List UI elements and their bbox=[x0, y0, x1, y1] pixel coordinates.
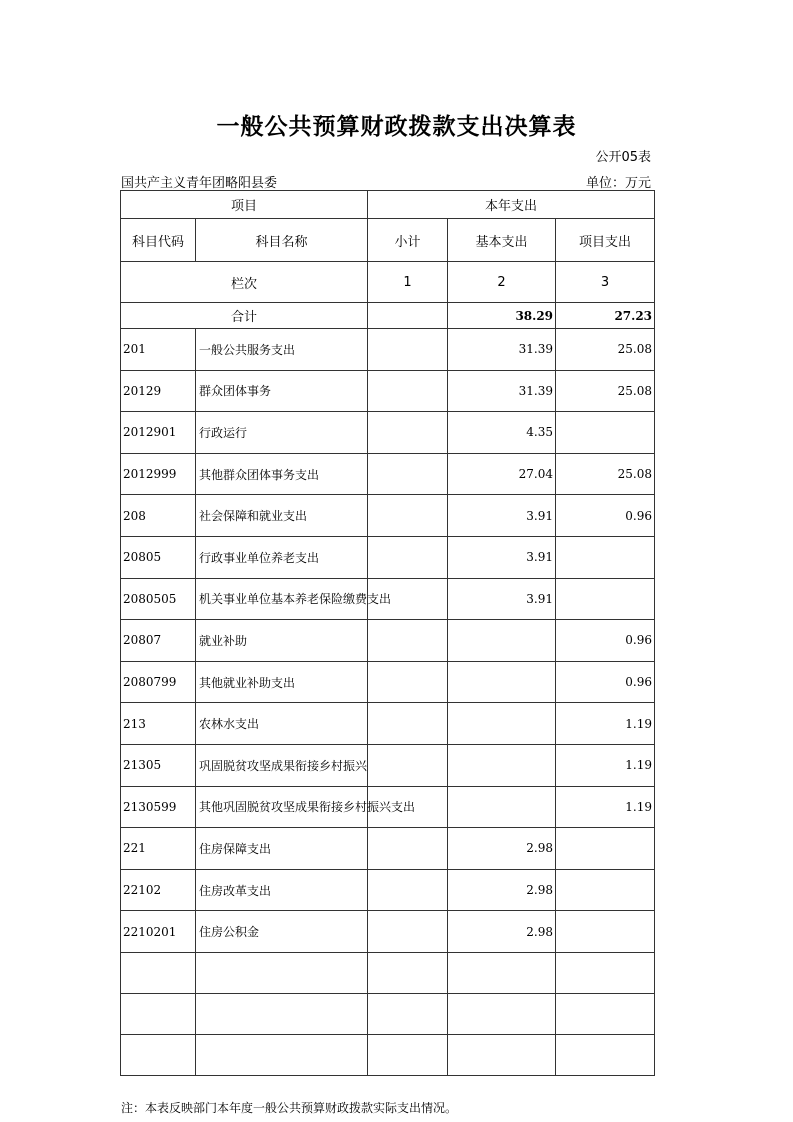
row-basic bbox=[448, 744, 556, 786]
row-name: 社会保障和就业支出 bbox=[196, 495, 368, 537]
row-code bbox=[121, 1034, 196, 1075]
row-subtotal bbox=[368, 495, 448, 537]
row-code: 20807 bbox=[121, 620, 196, 662]
row-basic bbox=[448, 620, 556, 662]
row-subtotal bbox=[368, 1034, 448, 1075]
row-subtotal bbox=[368, 412, 448, 454]
row-name bbox=[196, 1034, 368, 1075]
row-basic: 2.98 bbox=[448, 828, 556, 870]
row-name: 群众团体事务 bbox=[196, 370, 368, 412]
row-subtotal bbox=[368, 661, 448, 703]
total-subtotal bbox=[368, 303, 448, 329]
table-row bbox=[121, 495, 655, 537]
row-basic: 3.91 bbox=[448, 536, 556, 578]
row-code: 2012901 bbox=[121, 412, 196, 454]
header-name: 科目名称 bbox=[196, 219, 368, 262]
table-row bbox=[121, 578, 655, 620]
row-project: 0.96 bbox=[556, 661, 655, 703]
row-name: 机关事业单位基本养老保险缴费支出 bbox=[196, 578, 368, 620]
row-subtotal bbox=[368, 993, 448, 1034]
row-project bbox=[556, 536, 655, 578]
row-basic: 3.91 bbox=[448, 578, 556, 620]
row-code: 213 bbox=[121, 703, 196, 745]
row-name: 行政事业单位养老支出 bbox=[196, 536, 368, 578]
row-code: 21305 bbox=[121, 744, 196, 786]
row-code: 20805 bbox=[121, 536, 196, 578]
row-name: 一般公共服务支出 bbox=[196, 329, 368, 371]
header-basic: 基本支出 bbox=[448, 219, 556, 262]
row-basic bbox=[448, 661, 556, 703]
row-code: 2080799 bbox=[121, 661, 196, 703]
row-subtotal bbox=[368, 620, 448, 662]
row-basic: 3.91 bbox=[448, 495, 556, 537]
total-basic: 38.29 bbox=[448, 303, 556, 329]
total-project: 27.23 bbox=[556, 303, 655, 329]
row-basic: 27.04 bbox=[448, 453, 556, 495]
table-row bbox=[121, 993, 655, 1034]
table-row bbox=[121, 952, 655, 993]
col-number-1: 1 bbox=[368, 262, 448, 303]
row-project bbox=[556, 993, 655, 1034]
table-row bbox=[121, 620, 655, 662]
row-name: 行政运行 bbox=[196, 412, 368, 454]
row-project: 25.08 bbox=[556, 329, 655, 371]
row-project: 0.96 bbox=[556, 620, 655, 662]
row-subtotal bbox=[368, 828, 448, 870]
row-name: 其他就业补助支出 bbox=[196, 661, 368, 703]
row-code: 2012999 bbox=[121, 453, 196, 495]
row-subtotal bbox=[368, 869, 448, 911]
header-row-2 bbox=[121, 219, 655, 262]
page-title: 一般公共预算财政拨款支出决算表 bbox=[216, 114, 577, 140]
row-name: 巩固脱贫攻坚成果衔接乡村振兴 bbox=[196, 744, 368, 786]
row-code: 2130599 bbox=[121, 786, 196, 828]
row-label: 栏次 bbox=[121, 262, 368, 303]
row-project: 1.19 bbox=[556, 786, 655, 828]
row-subtotal bbox=[368, 744, 448, 786]
table-row bbox=[121, 536, 655, 578]
row-subtotal bbox=[368, 370, 448, 412]
table-row bbox=[121, 329, 655, 371]
row-name: 住房保障支出 bbox=[196, 828, 368, 870]
table-row bbox=[121, 786, 655, 828]
row-basic: 4.35 bbox=[448, 412, 556, 454]
header-item: 项目 bbox=[121, 191, 368, 219]
row-name: 住房改革支出 bbox=[196, 869, 368, 911]
row-project bbox=[556, 412, 655, 454]
row-subtotal bbox=[368, 703, 448, 745]
row-project bbox=[556, 828, 655, 870]
total-label: 合计 bbox=[121, 303, 368, 329]
header-current-year: 本年支出 bbox=[368, 191, 655, 219]
row-subtotal bbox=[368, 536, 448, 578]
row-code bbox=[121, 952, 196, 993]
column-number-row bbox=[121, 262, 655, 303]
table-row bbox=[121, 1034, 655, 1075]
row-code: 221 bbox=[121, 828, 196, 870]
row-code: 22102 bbox=[121, 869, 196, 911]
row-code: 208 bbox=[121, 495, 196, 537]
row-subtotal bbox=[368, 911, 448, 953]
row-name: 住房公积金 bbox=[196, 911, 368, 953]
row-name: 就业补助 bbox=[196, 620, 368, 662]
table-row bbox=[121, 412, 655, 454]
row-basic bbox=[448, 786, 556, 828]
row-basic bbox=[448, 993, 556, 1034]
table-row bbox=[121, 869, 655, 911]
row-code: 201 bbox=[121, 329, 196, 371]
row-name: 农林水支出 bbox=[196, 703, 368, 745]
row-project: 1.19 bbox=[556, 744, 655, 786]
row-project: 1.19 bbox=[556, 703, 655, 745]
row-name bbox=[196, 952, 368, 993]
row-code bbox=[121, 993, 196, 1034]
row-project bbox=[556, 869, 655, 911]
header-row-1 bbox=[121, 191, 655, 219]
table-row bbox=[121, 370, 655, 412]
header-project: 项目支出 bbox=[556, 219, 655, 262]
table-row bbox=[121, 453, 655, 495]
row-project: 0.96 bbox=[556, 495, 655, 537]
row-subtotal bbox=[368, 952, 448, 993]
unit-label: 单位：万元 bbox=[585, 176, 651, 191]
table-row bbox=[121, 744, 655, 786]
total-row bbox=[121, 303, 655, 329]
row-basic bbox=[448, 952, 556, 993]
table-code: 公开05表 bbox=[595, 150, 651, 165]
row-project: 25.08 bbox=[556, 370, 655, 412]
header-code: 科目代码 bbox=[121, 219, 196, 262]
row-name bbox=[196, 993, 368, 1034]
row-subtotal bbox=[368, 453, 448, 495]
row-subtotal bbox=[368, 329, 448, 371]
row-project: 25.08 bbox=[556, 453, 655, 495]
row-code: 2080505 bbox=[121, 578, 196, 620]
row-basic bbox=[448, 1034, 556, 1075]
row-project bbox=[556, 578, 655, 620]
table-row bbox=[121, 703, 655, 745]
table-row bbox=[121, 911, 655, 953]
row-basic: 2.98 bbox=[448, 869, 556, 911]
header-subtotal: 小计 bbox=[368, 219, 448, 262]
col-number-2: 2 bbox=[448, 262, 556, 303]
row-basic: 31.39 bbox=[448, 329, 556, 371]
row-name: 其他群众团体事务支出 bbox=[196, 453, 368, 495]
table-row bbox=[121, 828, 655, 870]
row-code: 2210201 bbox=[121, 911, 196, 953]
table-row bbox=[121, 661, 655, 703]
footnote: 注：本表反映部门本年度一般公共预算财政拨款实际支出情况。 bbox=[121, 1101, 458, 1115]
row-project bbox=[556, 952, 655, 993]
row-basic bbox=[448, 703, 556, 745]
col-number-3: 3 bbox=[556, 262, 655, 303]
row-project bbox=[556, 911, 655, 953]
organization-name: 国共产主义青年团略阳县委 bbox=[121, 176, 278, 191]
row-project bbox=[556, 1034, 655, 1075]
row-name: 其他巩固脱贫攻坚成果衔接乡村振兴支出 bbox=[196, 786, 368, 828]
row-basic: 2.98 bbox=[448, 911, 556, 953]
row-basic: 31.39 bbox=[448, 370, 556, 412]
expenditure-table bbox=[120, 190, 655, 1076]
row-code: 20129 bbox=[121, 370, 196, 412]
